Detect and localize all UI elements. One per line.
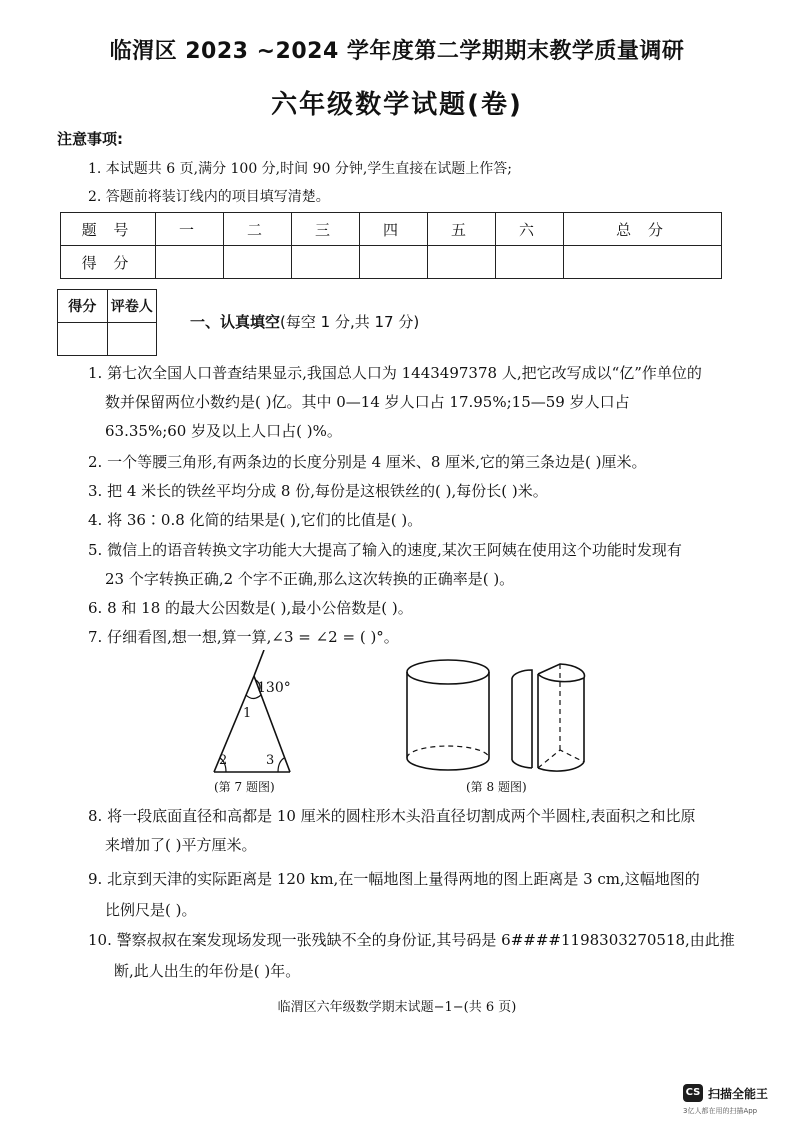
score-cell[interactable]: [156, 246, 224, 279]
score-cell[interactable]: [360, 246, 428, 279]
question-10-line-1: 10. 警察叔叔在案发现场发现一张残缺不全的身份证,其号码是 6####1198303270518,由此推: [88, 931, 735, 949]
grader-score-cell[interactable]: [58, 323, 108, 356]
question-5-line-1: 5. 微信上的语音转换文字功能大大提高了输入的速度,某次王阿姨在使用这个功能时发现有: [88, 541, 682, 559]
section-1-note: (每空 1 分,共 17 分): [280, 313, 420, 331]
score-header-cell: 题 号: [61, 213, 156, 246]
score-cell[interactable]: [292, 246, 360, 279]
question-9-line-1: 9. 北京到天津的实际距离是 120 km,在一幅地图上量得两地的图上距离是 3 cm,这幅地图的: [88, 870, 700, 888]
question-7: 7. 仔细看图,想一想,算一算,∠3 = ∠2 = ( )°。: [88, 628, 399, 646]
score-header-cell: 六: [496, 213, 564, 246]
question-8-line-1: 8. 将一段底面直径和高都是 10 厘米的圆柱形木头沿直径切割成两个半圆柱,表面积之和比原: [88, 807, 696, 825]
question-2: 2. 一个等腰三角形,有两条边的长度分别是 4 厘米、8 厘米,它的第三条边是( )厘米。: [88, 453, 647, 471]
question-8-line-2: 来增加了( )平方厘米。: [105, 836, 257, 854]
camscanner-name: 扫描全能王: [708, 1087, 769, 1101]
question-1-line-3: 63.35%;60 岁及以上人口占( )%。: [105, 422, 342, 440]
score-header-cell: 四: [360, 213, 428, 246]
figure-7-label-3: 3: [266, 753, 275, 768]
camscanner-logo-icon: CS: [683, 1084, 703, 1102]
score-header-cell: 二: [224, 213, 292, 246]
figure-8-cylinders: [400, 656, 590, 780]
figure-7-label-2: 2: [219, 753, 228, 768]
question-4: 4. 将 36∶0.8 化简的结果是( ),它们的比值是( )。: [88, 511, 423, 529]
question-6: 6. 8 和 18 的最大公因数是( ),最小公倍数是( )。: [88, 599, 413, 617]
grader-score-label: 得分: [58, 290, 108, 323]
score-cell[interactable]: [428, 246, 496, 279]
score-table-score-row: [61, 246, 722, 279]
score-cell[interactable]: [564, 246, 722, 279]
grader-name-label: 评卷人: [107, 290, 157, 323]
figure-7-label-1: 1: [243, 706, 252, 721]
exam-title: 临渭区 2023 ~2024 学年度第二学期期末教学质量调研: [109, 39, 685, 64]
question-1-line-1: 1. 第七次全国人口普查结果显示,我国总人口为 1443497378 人,把它改写成以“亿”作单位的: [88, 364, 702, 382]
question-1-line-2: 数并保留两位小数约是( )亿。其中 0—14 岁人口占 17.95%;15—59 岁人口占: [105, 393, 630, 411]
score-header-cell: 一: [156, 213, 224, 246]
question-10-line-2: 断,此人出生的年份是( )年。: [114, 962, 301, 980]
section-1-heading: [190, 311, 419, 332]
score-header-cell: 五: [428, 213, 496, 246]
score-cell[interactable]: [224, 246, 292, 279]
score-row-label: 得 分: [61, 246, 156, 279]
figure-7-angle-130: 130°: [257, 680, 291, 696]
question-3: 3. 把 4 米长的铁丝平均分成 8 份,每份是这根铁丝的( ),每份长( )米。: [88, 482, 548, 500]
figure-8-caption: (第 8 题图): [466, 780, 527, 794]
figure-7-caption: (第 7 题图): [214, 780, 275, 794]
figure-7-triangle: [196, 650, 316, 778]
exam-subtitle: 六年级数学试题(卷): [271, 90, 523, 120]
notice-heading: 注意事项:: [57, 130, 123, 148]
grader-box: [57, 289, 157, 356]
notice-item-2: 2. 答题前将装订线内的项目填写清楚。: [88, 189, 330, 205]
score-table-header-row: [61, 213, 722, 246]
score-cell[interactable]: [496, 246, 564, 279]
score-header-cell: 三: [292, 213, 360, 246]
grader-name-cell[interactable]: [107, 323, 157, 356]
notice-item-1: 1. 本试题共 6 页,满分 100 分,时间 90 分钟,学生直接在试题上作答;: [88, 161, 513, 177]
section-1-title: 一、认真填空: [190, 313, 281, 331]
page-footer: 临渭区六年级数学期末试题−1−(共 6 页): [277, 1000, 517, 1015]
question-5-line-2: 23 个字转换正确,2 个字不正确,那么这次转换的正确率是( )。: [105, 570, 515, 588]
question-9-line-2: 比例尺是( )。: [105, 901, 197, 919]
score-table: [60, 212, 722, 279]
score-header-cell: 总 分: [564, 213, 722, 246]
camscanner-tagline: 3亿人都在用的扫描App: [683, 1107, 758, 1115]
